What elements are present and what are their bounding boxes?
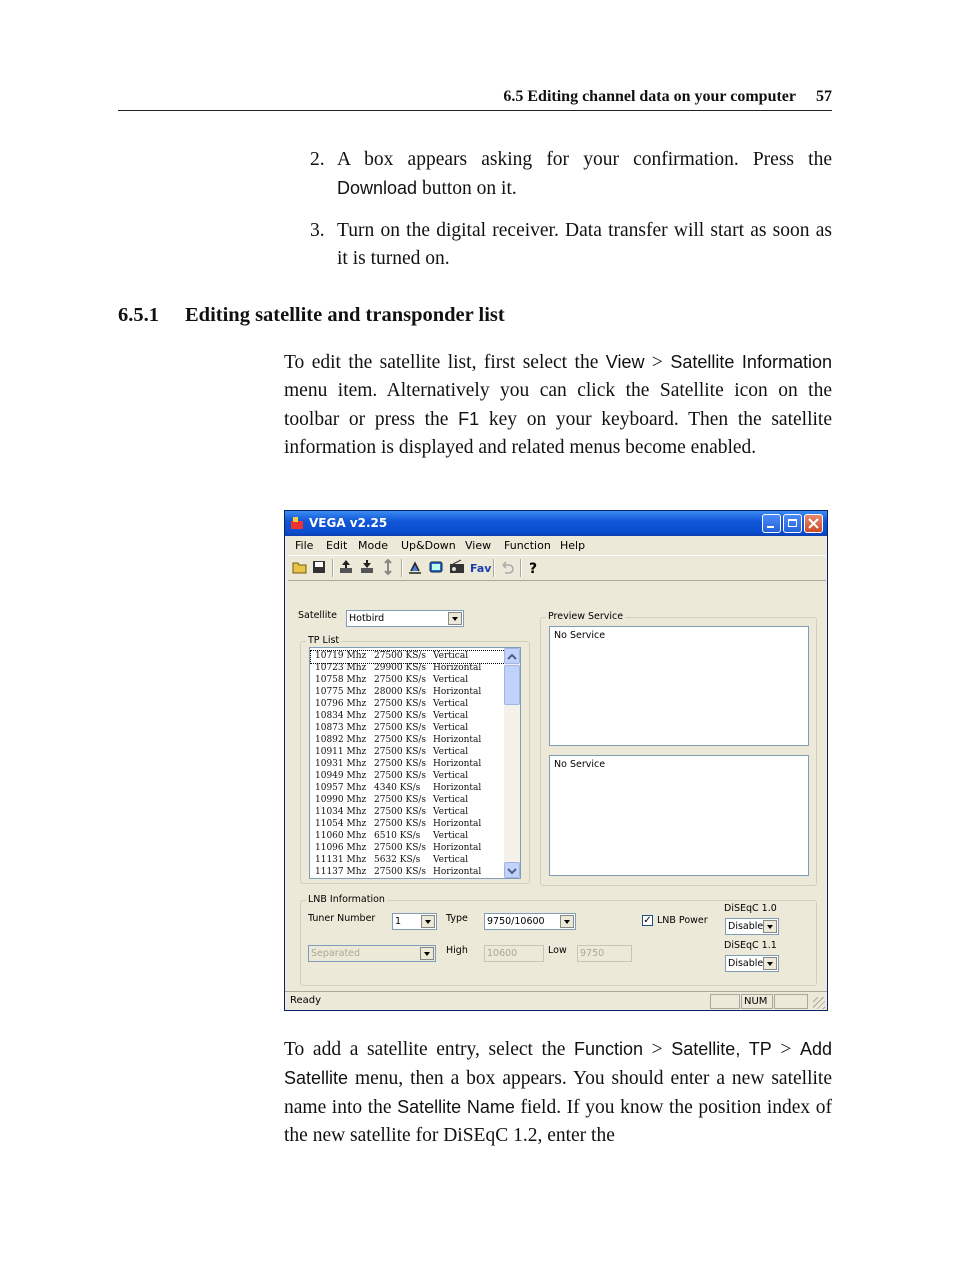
ui-term-satellite-name: Satellite Name: [397, 1097, 515, 1117]
chevron-up-icon: [505, 650, 519, 664]
tp-frequency: 10931 Mhz: [315, 759, 367, 769]
tp-list-row[interactable]: [311, 795, 505, 807]
paragraph-add-satellite: To add a satellite entry, select the Function > Satellite, TP > Add Satellite menu, then a box appears. You should enter a new satellite name into the Satellite Name field. If you know the position index of the new satellite for DiSEqC 1.2, enter the: [284, 1039, 833, 1146]
menu-updown[interactable]: Up&Down: [401, 539, 456, 552]
tuner-number-select[interactable]: 1: [392, 913, 437, 930]
header-title: 6.5 Editing channel data on your computer: [503, 88, 796, 105]
tp-frequency: 10873 Mhz: [315, 723, 367, 733]
tp-list-row[interactable]: [311, 855, 505, 867]
tp-polarization: Horizontal: [433, 843, 482, 853]
tp-frequency: 10949 Mhz: [315, 771, 367, 781]
tp-list-row[interactable]: [311, 651, 505, 663]
lnb-information-title: LNB Information: [308, 894, 385, 905]
radio-icon[interactable]: [449, 559, 465, 575]
tp-polarization: Vertical: [433, 675, 469, 685]
toolbar-separator: [401, 559, 403, 577]
tp-symbol-rate: 27500 KS/s: [374, 867, 427, 877]
high-label: High: [446, 945, 468, 956]
tp-symbol-rate: 27500 KS/s: [374, 819, 427, 829]
menu-edit[interactable]: Edit: [326, 539, 348, 552]
tp-frequency: 10723 Mhz: [315, 663, 367, 673]
chevron-down-icon[interactable]: [763, 920, 777, 933]
tp-symbol-rate: 28000 KS/s: [374, 687, 427, 697]
status-panel: [774, 994, 808, 1009]
ui-term-f1: F1: [458, 409, 480, 429]
upload-icon[interactable]: [338, 559, 354, 575]
tp-list-row[interactable]: [311, 687, 505, 699]
ui-term-satellite-information: Satellite Information: [670, 352, 832, 372]
satellite-select[interactable]: Hotbird: [346, 610, 464, 627]
tp-frequency: 10796 Mhz: [315, 699, 367, 709]
toolbar-separator: [332, 559, 334, 577]
menu-file[interactable]: File: [295, 539, 314, 552]
window-title: VEGA v2.25: [309, 516, 388, 530]
tv-icon[interactable]: [428, 559, 444, 575]
step-number: 2.: [310, 149, 325, 170]
tp-polarization: Horizontal: [433, 735, 482, 745]
tp-frequency: 10758 Mhz: [315, 675, 367, 685]
open-folder-icon[interactable]: [292, 559, 308, 575]
tp-symbol-rate: 27500 KS/s: [374, 735, 427, 745]
tp-symbol-rate: 27500 KS/s: [374, 651, 427, 661]
tp-polarization: Vertical: [433, 855, 469, 865]
preview-top-pane[interactable]: No Service: [549, 626, 809, 746]
step-3: [310, 217, 832, 273]
close-icon: [808, 518, 819, 529]
low-label: Low: [548, 945, 567, 956]
lnb-type-select[interactable]: 9750/10600: [484, 913, 576, 930]
high-frequency-field[interactable]: 10600: [484, 945, 544, 962]
tp-list-row[interactable]: [311, 663, 505, 675]
title-bar: [285, 511, 827, 536]
tp-list-row[interactable]: [311, 783, 505, 795]
tp-list-row[interactable]: [311, 831, 505, 843]
tp-frequency: 11034 Mhz: [315, 807, 367, 817]
type-label: Type: [446, 913, 468, 924]
tp-list-row[interactable]: [311, 807, 505, 819]
menu-function[interactable]: Function: [504, 539, 551, 552]
chevron-down-icon[interactable]: [763, 957, 777, 970]
menu-bar: [285, 537, 827, 555]
satellite-icon[interactable]: [407, 559, 423, 575]
tp-frequency: 11137 Mhz: [315, 867, 367, 877]
ui-term-download: Download: [337, 178, 418, 198]
tp-list-row[interactable]: [311, 699, 505, 711]
tp-symbol-rate: 27500 KS/s: [374, 807, 427, 817]
svg-text:?: ?: [529, 561, 538, 577]
chevron-down-icon[interactable]: [448, 612, 462, 625]
num-indicator: NUM: [741, 994, 773, 1009]
tp-polarization: Vertical: [433, 711, 469, 721]
undo-icon[interactable]: [499, 559, 515, 575]
tp-list-row[interactable]: [311, 819, 505, 831]
preview-service-title: Preview Service: [548, 611, 624, 622]
tp-polarization: Horizontal: [433, 819, 482, 829]
diseqc10-label: DiSEqC 1.0: [724, 903, 777, 914]
tp-symbol-rate: 27500 KS/s: [374, 759, 427, 769]
ui-term-satellite-tp: Satellite, TP: [671, 1039, 772, 1059]
step-text: A box appears asking for your confirmation. Press the Download button on it.: [337, 149, 832, 199]
preview-bottom-pane[interactable]: No Service: [549, 755, 809, 876]
chevron-down-icon[interactable]: [560, 915, 574, 928]
step-2: [310, 146, 832, 202]
tp-polarization: Horizontal: [433, 759, 482, 769]
tp-polarization: Horizontal: [433, 663, 482, 673]
tp-frequency: 11131 Mhz: [315, 855, 367, 865]
menu-help[interactable]: Help: [560, 539, 586, 552]
chevron-down-icon[interactable]: [421, 915, 435, 928]
paragraph-intro: To edit the satellite list, first select the View > Satellite Information menu item. Alternatively you can click the Satellite icon on the toolbar or press the F1 key on your keyboard. Then the satellite information is displayed and related menus become enabled.: [284, 352, 832, 458]
resize-grip[interactable]: [813, 997, 825, 1009]
tp-symbol-rate: 27500 KS/s: [374, 795, 427, 805]
maximize-button[interactable]: [783, 514, 802, 533]
lnb-mode-select[interactable]: Separated: [308, 945, 436, 962]
tp-list-row[interactable]: [311, 759, 505, 771]
tp-polarization: Vertical: [433, 831, 469, 841]
tp-list-title: TP List: [308, 635, 340, 646]
transfer-icon[interactable]: [380, 559, 396, 575]
tp-list-row[interactable]: [311, 711, 505, 723]
diseqc11-select[interactable]: Disable: [725, 955, 779, 972]
tp-frequency: 10834 Mhz: [315, 711, 367, 721]
scroll-down-button[interactable]: [504, 862, 520, 878]
section-title: Editing satellite and transponder list: [185, 304, 505, 326]
status-text: Ready: [290, 995, 322, 1006]
tp-symbol-rate: 27500 KS/s: [374, 843, 427, 853]
tp-frequency: 10990 Mhz: [315, 795, 367, 805]
toolbar-separator: [493, 559, 495, 577]
lnb-power-label: LNB Power: [657, 915, 708, 926]
minimize-button[interactable]: [762, 514, 781, 533]
favorite-icon[interactable]: [470, 559, 492, 575]
page-number: 57: [816, 88, 832, 105]
diseqc10-select[interactable]: Disable: [725, 918, 779, 935]
tp-frequency: 11060 Mhz: [315, 831, 367, 841]
tp-symbol-rate: 29900 KS/s: [374, 663, 427, 673]
tp-polarization: Vertical: [433, 651, 469, 661]
tp-symbol-rate: 4340 KS/s: [374, 783, 421, 793]
close-button[interactable]: [804, 514, 823, 533]
app-icon: [290, 516, 304, 530]
svg-text:Fav: Fav: [470, 562, 492, 575]
tp-frequency: 10957 Mhz: [315, 783, 367, 793]
tp-frequency: 10775 Mhz: [315, 687, 367, 697]
status-bar: [285, 991, 827, 1011]
step-text: Turn on the digital receiver. Data transfer will start as soon as it is turned on.: [337, 220, 832, 269]
tp-list-row[interactable]: [311, 723, 505, 735]
tp-polarization: Vertical: [433, 723, 469, 733]
diseqc11-label: DiSEqC 1.1: [724, 940, 777, 951]
ui-term-add-satellite: Add Satellite: [284, 1039, 833, 1088]
tp-polarization: Horizontal: [433, 687, 482, 697]
tp-frequency: 10719 Mhz: [315, 651, 367, 661]
download-icon[interactable]: [359, 559, 375, 575]
menu-mode[interactable]: Mode: [358, 539, 388, 552]
tp-frequency: 10892 Mhz: [315, 735, 367, 745]
tp-list-row[interactable]: [311, 735, 505, 747]
section-number: 6.5.1: [118, 304, 159, 326]
tp-polarization: Vertical: [433, 747, 469, 757]
running-header: [118, 86, 832, 111]
tp-symbol-rate: 27500 KS/s: [374, 675, 427, 685]
tp-polarization: Horizontal: [433, 783, 482, 793]
tp-list-row[interactable]: [311, 867, 505, 879]
lnb-power-checkbox[interactable]: ✓: [643, 915, 652, 926]
menu-view[interactable]: View: [465, 539, 492, 552]
toolbar: [288, 555, 826, 581]
tp-symbol-rate: 6510 KS/s: [374, 831, 421, 841]
tp-polarization: Vertical: [433, 699, 469, 709]
ui-term-function: Function: [573, 1039, 644, 1059]
save-icon[interactable]: [311, 559, 327, 575]
tp-symbol-rate: 27500 KS/s: [374, 723, 427, 733]
ui-term-view: View: [605, 352, 645, 372]
tp-polarization: Vertical: [433, 807, 469, 817]
chevron-down-icon[interactable]: [420, 947, 434, 960]
tp-list-scrollbar[interactable]: [504, 648, 520, 878]
tp-symbol-rate: 5632 KS/s: [374, 855, 421, 865]
tp-symbol-rate: 27500 KS/s: [374, 699, 427, 709]
tp-symbol-rate: 27500 KS/s: [374, 711, 427, 721]
tp-frequency: 11096 Mhz: [315, 843, 367, 853]
tuner-number-label: Tuner Number: [308, 913, 376, 924]
tp-symbol-rate: 27500 KS/s: [374, 771, 427, 781]
tp-frequency: 10911 Mhz: [315, 747, 367, 757]
step-number: 3.: [310, 220, 325, 241]
scroll-up-button[interactable]: [504, 648, 520, 664]
tp-frequency: 11054 Mhz: [315, 819, 367, 829]
tp-list-row[interactable]: [311, 843, 505, 855]
tp-polarization: Vertical: [433, 795, 469, 805]
chevron-down-icon: [505, 864, 519, 878]
help-icon[interactable]: [526, 559, 542, 575]
tp-list[interactable]: [309, 647, 521, 879]
tp-symbol-rate: 27500 KS/s: [374, 747, 427, 757]
status-panel: [710, 994, 740, 1009]
low-frequency-field[interactable]: 9750: [577, 945, 632, 962]
tp-polarization: Vertical: [433, 771, 469, 781]
tp-list-row[interactable]: [311, 771, 505, 783]
tp-polarization: Horizontal: [433, 867, 482, 877]
satellite-label: Satellite: [298, 610, 337, 621]
toolbar-separator: [520, 559, 522, 577]
tp-list-row[interactable]: [311, 747, 505, 759]
tp-list-row[interactable]: [311, 675, 505, 687]
scroll-thumb[interactable]: [504, 665, 520, 705]
